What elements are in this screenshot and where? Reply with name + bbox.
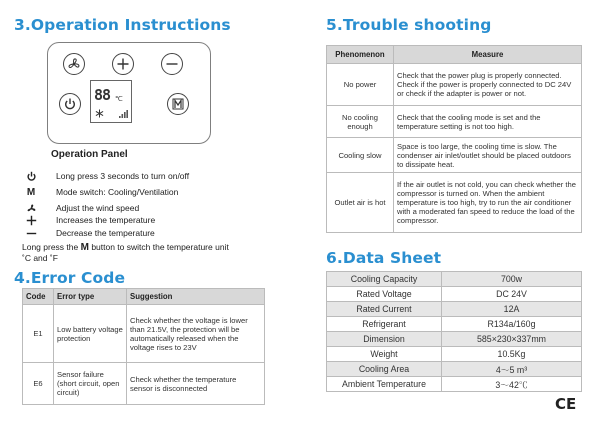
legend-text: Decrease the temperature <box>56 228 155 238</box>
table-row <box>327 287 582 302</box>
trouble-shooting-table <box>326 45 582 233</box>
plus-button[interactable] <box>112 53 134 75</box>
display-unit: ℃ <box>115 96 123 103</box>
legend-text: Increases the temperature <box>56 215 156 225</box>
temperature-display <box>90 80 132 123</box>
spec-value: 3～42℃ <box>442 377 582 392</box>
error-code-table <box>22 288 265 405</box>
spec-value: 10.5Kg <box>442 347 582 362</box>
legend-text: Adjust the wind speed <box>56 203 140 213</box>
ce-mark: CE <box>555 395 577 413</box>
spec-value: R134a/160g <box>442 317 582 332</box>
table-row <box>327 302 582 317</box>
spec-label: Rated Voltage <box>327 287 442 302</box>
legend-text: Mode switch: Cooling/Ventilation <box>56 187 179 197</box>
spec-value: 4～5 m³ <box>442 362 582 377</box>
legend-row-minus <box>24 227 155 239</box>
minus-icon <box>24 228 38 239</box>
snowflake-icon <box>95 109 104 118</box>
unit-note-line2: ˚C and ˚F <box>22 253 58 263</box>
error-suggestion: Check whether the voltage is lower than 21.5V, the protection will be automatically released when the voltage rises to 23V <box>127 305 265 363</box>
spec-label: Rated Current <box>327 302 442 317</box>
plus-icon <box>116 57 130 71</box>
error-type: Sensor failure (short circuit, open circuit) <box>54 363 127 405</box>
header-code: Code <box>23 289 54 305</box>
spec-value: 12A <box>442 302 582 317</box>
table-row <box>327 173 582 233</box>
measure: Space is too large, the cooling time is slow. The condenser air inlet/outlet should be placed outdoors to dissipate heat. <box>394 138 582 173</box>
table-row <box>327 106 582 138</box>
operation-panel <box>47 42 211 144</box>
mode-button[interactable] <box>167 93 189 115</box>
table-row <box>327 347 582 362</box>
spec-label: Refrigerant <box>327 317 442 332</box>
minus-icon <box>165 57 179 71</box>
minus-button[interactable] <box>161 53 183 75</box>
legend-row-mode <box>24 186 178 198</box>
table-row <box>327 377 582 392</box>
table-row <box>327 138 582 173</box>
table-header <box>23 289 265 305</box>
mode-m-icon: M <box>80 242 89 253</box>
power-icon <box>24 171 38 182</box>
phenomenon: No cooling enough <box>327 106 394 138</box>
spec-label: Dimension <box>327 332 442 347</box>
error-suggestion: Check whether the temperature sensor is disconnected <box>127 363 265 405</box>
table-row <box>327 64 582 106</box>
spec-label: Weight <box>327 347 442 362</box>
operation-title: 3.Operation Instructions <box>14 16 231 34</box>
measure: If the air outlet is not cold, you can check whether the compressor is turned on. When the ambient temperature is too high, try to run the air conditioner with a moderated fan speed to reduce the load of the compressor. <box>394 173 582 233</box>
legend-row-fan <box>24 202 139 214</box>
error-type: Low battery voltage protection <box>54 305 127 363</box>
phenomenon: Cooling slow <box>327 138 394 173</box>
plus-icon <box>24 215 38 226</box>
data-sheet-table <box>326 271 582 392</box>
measure: Check that the cooling mode is set and the temperature setting is not too high. <box>394 106 582 138</box>
display-digits: 88 <box>94 86 111 104</box>
fan-button[interactable] <box>63 53 85 75</box>
header-measure: Measure <box>394 46 582 64</box>
fan-icon <box>24 203 38 214</box>
mode-m-icon: M <box>26 186 36 198</box>
data-title: 6.Data Sheet <box>326 249 442 267</box>
spec-label: Ambient Temperature <box>327 377 442 392</box>
signal-bars-icon <box>119 110 128 118</box>
header-phenomenon: Phenomenon <box>327 46 394 64</box>
power-button[interactable] <box>59 93 81 115</box>
measure: Check that the power plug is properly connected. Check if the power is properly connected to DC 24V or check if the adapter is power or not. <box>394 64 582 106</box>
unit-note-before: Long press the <box>22 242 81 252</box>
spec-value: 585×230×337mm <box>442 332 582 347</box>
unit-note <box>22 242 229 264</box>
spec-label: Cooling Capacity <box>327 272 442 287</box>
table-row <box>23 363 265 405</box>
mode-icon <box>171 97 185 111</box>
power-icon <box>63 97 77 111</box>
fan-icon <box>67 57 81 71</box>
table-header <box>327 46 582 64</box>
panel-caption: Operation Panel <box>51 149 128 160</box>
legend-text: Long press 3 seconds to turn on/off <box>56 171 190 181</box>
table-row <box>23 305 265 363</box>
header-suggestion: Suggestion <box>127 289 265 305</box>
table-row <box>327 332 582 347</box>
error-code: E1 <box>23 305 54 363</box>
table-row <box>327 317 582 332</box>
table-row <box>327 362 582 377</box>
header-error-type: Error type <box>54 289 127 305</box>
legend-row-power <box>24 170 189 182</box>
trouble-title: 5.Trouble shooting <box>326 16 492 34</box>
error-title: 4.Error Code <box>14 269 126 287</box>
table-row <box>327 272 582 287</box>
legend-row-plus <box>24 214 155 226</box>
error-code: E6 <box>23 363 54 405</box>
phenomenon: No power <box>327 64 394 106</box>
spec-value: 700w <box>442 272 582 287</box>
unit-note-after: button to switch the temperature unit <box>88 242 229 252</box>
phenomenon: Outlet air is hot <box>327 173 394 233</box>
spec-value: DC 24V <box>442 287 582 302</box>
spec-label: Cooling Area <box>327 362 442 377</box>
